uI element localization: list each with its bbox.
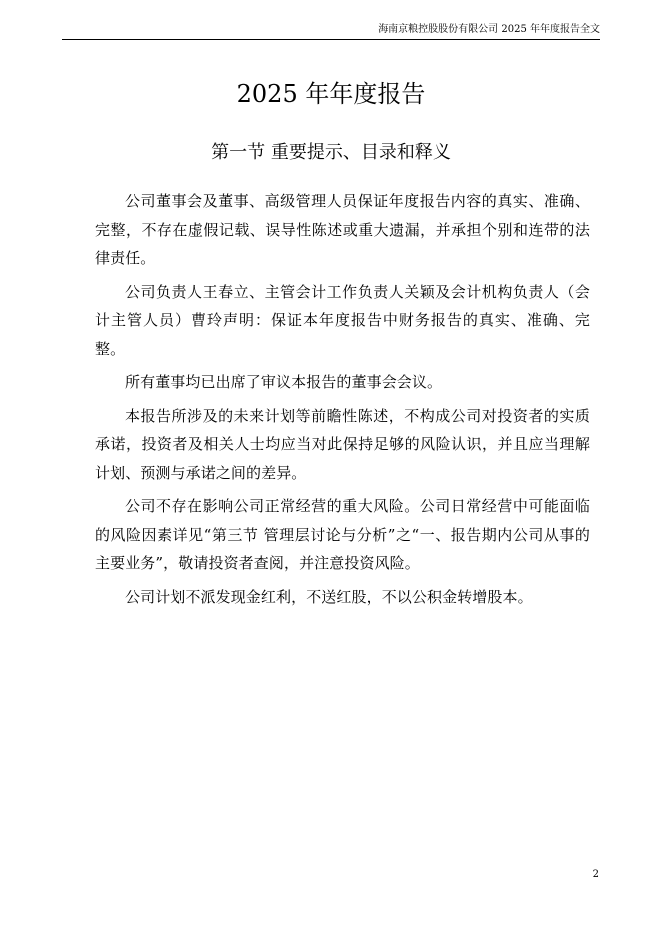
paragraph-risk-notice: 公司不存在影响公司正常经营的重大风险。公司日常经营中可能面临的风险因素详见“第三节 管理层讨论与分析”之“一、报告期内公司从事的主要业务”，敬请投资者查阅，并注意投资风险。 bbox=[95, 497, 590, 572]
section-title: 第一节 重要提示、目录和释义 bbox=[211, 142, 451, 163]
running-header: 海南京粮控股股份有限公司 2025 年年度报告全文 bbox=[378, 24, 600, 35]
page-number: 2 bbox=[592, 869, 599, 880]
paragraph-forward-looking: 本报告所涉及的未来计划等前瞻性陈述，不构成公司对投资者的实质承诺，投资者及相关人士均应当对此保持足够的风险认识，并且应当理解计划、预测与承诺之间的差异。 bbox=[95, 406, 590, 482]
paragraph-board-attendance: 所有董事均已出席了审议本报告的董事会会议。 bbox=[125, 373, 443, 391]
paragraph-board-guarantee: 公司董事会及董事、高级管理人员保证年度报告内容的真实、准确、完整，不存在虚假记载、误导性陈述或重大遗漏，并承担个别和连带的法律责任。 bbox=[95, 192, 590, 267]
paragraph-dividend-plan: 公司计划不派发现金红利，不送红股，不以公积金转增股本。 bbox=[125, 587, 533, 606]
header-rule bbox=[62, 39, 600, 40]
notice-body bbox=[95, 187, 590, 616]
document-title: 2025 年年度报告 bbox=[236, 80, 426, 108]
paragraph-officers-statement: 公司负责人王春立、主管会计工作负责人关颖及会计机构负责人（会计主管人员）曹玲声明：保证本年度报告中财务报告的真实、准确、完整。 bbox=[95, 282, 590, 358]
